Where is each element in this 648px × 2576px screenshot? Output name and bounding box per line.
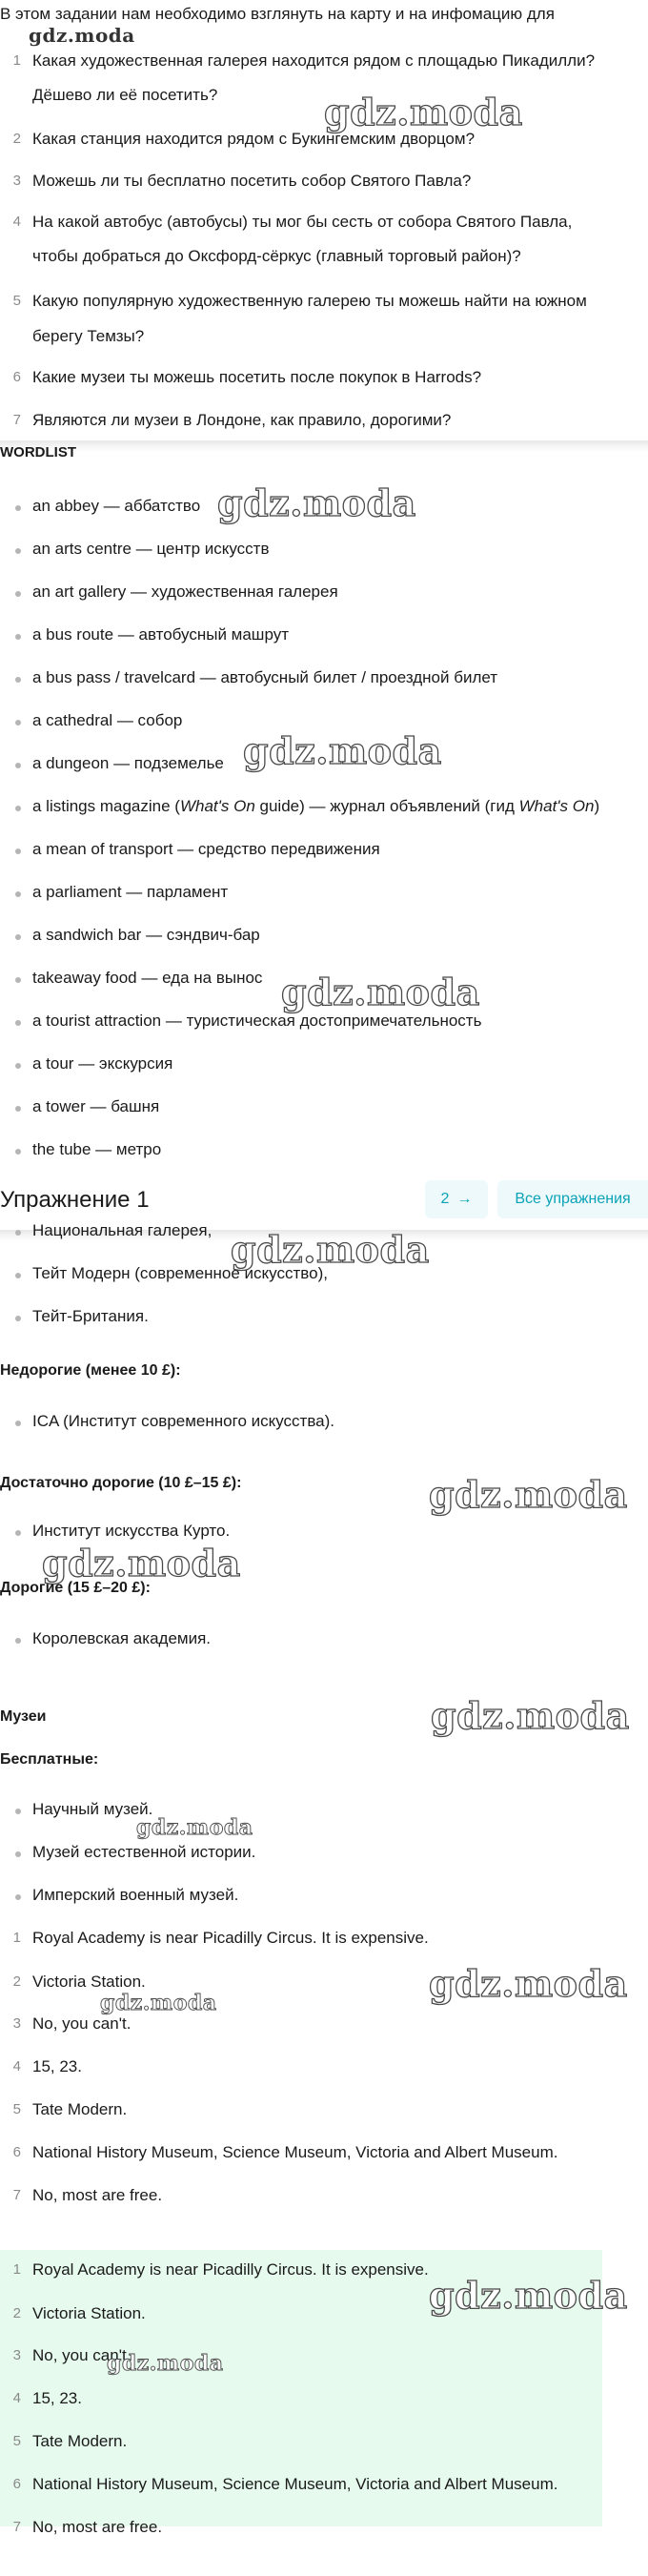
all-exercises-label: Все упражнения (515, 1191, 631, 1207)
list-item: a dungeon — подземелье (32, 754, 224, 772)
watermark: gdz.moda (42, 1542, 241, 1584)
list-item: No, most are free. (32, 2186, 163, 2204)
list-number: 3 (12, 173, 21, 189)
list-item: Институт искусства Курто. (32, 1522, 231, 1540)
list-item: Тейт-Британия. (32, 1307, 149, 1325)
section-heading: Бесплатные: (0, 1751, 99, 1768)
arrow-right-icon: → (456, 1191, 473, 1207)
list-item: takeaway food — еда на вынос (32, 969, 263, 987)
bullet (15, 1316, 21, 1321)
list-number: 7 (12, 2187, 21, 2203)
list-item: Музей естественной истории. (32, 1843, 256, 1861)
bullet (15, 1020, 21, 1026)
list-item: На какой автобус (автобусы) ты мог бы сесть от собора Святого Павла, (32, 213, 573, 231)
bullet (15, 977, 21, 983)
watermark: gdz.moda (429, 2274, 628, 2317)
bullet (15, 1149, 21, 1155)
list-item: a mean of transport — средство передвижения (32, 840, 380, 858)
list-item: a bus pass / travelcard — автобусный билет / проездной билет (32, 668, 498, 686)
bullet (15, 505, 21, 511)
watermark: gdz.moda (136, 1815, 253, 1840)
list-number: 5 (12, 293, 21, 309)
watermark: gdz.moda (231, 1228, 430, 1271)
bullet (15, 1530, 21, 1536)
list-number: 6 (12, 2144, 21, 2160)
list-item-continuation: Дёшево ли её посетить? (32, 86, 218, 104)
bullet (15, 1230, 21, 1236)
watermark: gdz.moda (429, 1962, 628, 2005)
section-heading: Недорогие (менее 10 £): (0, 1362, 181, 1379)
bullet (15, 891, 21, 897)
list-item: a bus route — автобусный машрут (32, 625, 289, 644)
list-number: 1 (12, 2261, 21, 2278)
section-heading: Достаточно дорогие (10 £–15 £): (0, 1475, 242, 1491)
list-number: 5 (12, 2433, 21, 2449)
bullet (15, 1421, 21, 1426)
list-item: Национальная галерея, (32, 1221, 213, 1239)
bullet (15, 1106, 21, 1112)
list-item: Victoria Station. (32, 2304, 146, 2322)
list-number: 6 (12, 369, 21, 385)
watermark: gdz.moda (429, 1473, 628, 1516)
list-item: Являются ли музеи в Лондоне, как правило, дорогими? (32, 411, 452, 429)
list-item: the tube — метро (32, 1140, 162, 1158)
list-item: an abbey — аббатство (32, 497, 201, 515)
list-number: 7 (12, 412, 21, 428)
watermark: gdz.moda (431, 1694, 630, 1737)
list-item: 15, 23. (32, 2057, 82, 2075)
bullet (15, 934, 21, 940)
list-item: Какие музеи ты можешь посетить после покупок в Harrods? (32, 368, 482, 386)
list-number: 7 (12, 2519, 21, 2535)
list-item: a tour — экскурсия (32, 1054, 173, 1073)
list-item: No, most are free. (32, 2518, 163, 2536)
list-item: ICA (Институт современного искусства). (32, 1412, 335, 1430)
list-item: Royal Academy is near Picadilly Circus. It is expensive. (32, 1929, 429, 1947)
bullet (15, 1638, 21, 1644)
bullet (15, 634, 21, 640)
bullet (15, 848, 21, 854)
bullet (15, 1894, 21, 1900)
list-item: an arts centre — центр искусств (32, 540, 270, 558)
list-number: 1 (12, 52, 21, 69)
wordlist-title: WORDLIST (0, 444, 76, 460)
bullet (15, 1809, 21, 1814)
list-item: No, you can't. (32, 2014, 132, 2033)
list-number: 3 (12, 2015, 21, 2032)
all-exercises-button[interactable] (497, 1180, 648, 1218)
list-item: Какая станция находится рядом с Букингемским дворцом? (32, 130, 476, 148)
watermark: gdz.moda (217, 481, 416, 524)
watermark: gdz.moda (100, 1991, 217, 2015)
list-number: 2 (12, 131, 21, 147)
list-item: an art gallery — художественная галерея (32, 583, 338, 601)
bullet (15, 591, 21, 597)
list-item-listings: a listings magazine (What's On guide) — журнал объявлений (гид What's On) (32, 797, 600, 815)
list-number: 6 (12, 2476, 21, 2492)
list-item: Tate Modern. (32, 2100, 128, 2118)
list-number: 3 (12, 2347, 21, 2363)
watermark: gdz.moda (107, 2351, 224, 2376)
list-item: Королевская академия. (32, 1629, 212, 1647)
list-number: 2 (12, 2305, 21, 2321)
list-item-continuation: чтобы добраться до Оксфорд-сёркус (главный торговый район)? (32, 247, 521, 265)
next-exercise-button[interactable] (425, 1180, 488, 1218)
list-item: National History Museum, Science Museum, Victoria and Albert Museum. (32, 2143, 558, 2161)
list-item: No, you can't. (32, 2346, 132, 2364)
next-exercise-label: 2 (440, 1191, 450, 1207)
watermark: gdz.moda (281, 971, 480, 1013)
watermark: gdz.moda (324, 91, 523, 133)
watermark: gdz.moda (29, 24, 135, 47)
list-item: National History Museum, Science Museum, Victoria and Albert Museum. (32, 2475, 558, 2493)
bullet (15, 720, 21, 726)
section-heading: Дорогие (15 £–20 £): (0, 1580, 151, 1596)
divider (0, 440, 648, 452)
list-item: Научный музей. (32, 1800, 153, 1818)
list-item: Tate Modern. (32, 2432, 128, 2450)
bullet (15, 806, 21, 811)
list-item-continuation: берегу Темзы? (32, 327, 145, 345)
list-number: 4 (12, 2390, 21, 2406)
list-item: Какая художественная галерея находится рядом с площадью Пикадилли? (32, 51, 596, 70)
list-item: Victoria Station. (32, 1973, 146, 1991)
list-item: a tower — башня (32, 1097, 160, 1115)
bullet (15, 677, 21, 683)
list-item: a sandwich bar — сэндвич-бар (32, 926, 260, 944)
bullet (15, 763, 21, 768)
list-item: Имперский военный музей. (32, 1886, 239, 1904)
list-number: 2 (12, 1973, 21, 1990)
list-number: 5 (12, 2101, 21, 2117)
list-item: Тейт Модерн (современное искусство), (32, 1264, 328, 1282)
intro-text: В этом задании нам необходимо взглянуть на карту и на инфомацию для (0, 5, 555, 23)
bullet (15, 1063, 21, 1069)
list-number: 4 (12, 2058, 21, 2075)
exercise-title: Упражнение 1 (0, 1187, 150, 1213)
list-number: 4 (12, 214, 21, 230)
list-item: a parliament — парламент (32, 883, 229, 901)
bullet (15, 548, 21, 554)
list-item: a cathedral — собор (32, 711, 183, 729)
list-item: Royal Academy is near Picadilly Circus. It is expensive. (32, 2260, 429, 2279)
section-heading: Музеи (0, 1708, 47, 1725)
list-item: Можешь ли ты бесплатно посетить собор Святого Павла? (32, 172, 472, 190)
list-item: a tourist attraction — туристическая достопримечательность (32, 1012, 482, 1030)
list-item: Какую популярную художественную галерею ты можешь найти на южном (32, 292, 587, 310)
list-number: 1 (12, 1930, 21, 1946)
list-item: 15, 23. (32, 2389, 82, 2407)
watermark: gdz.moda (243, 729, 442, 772)
bullet (15, 1273, 21, 1278)
bullet (15, 1851, 21, 1857)
